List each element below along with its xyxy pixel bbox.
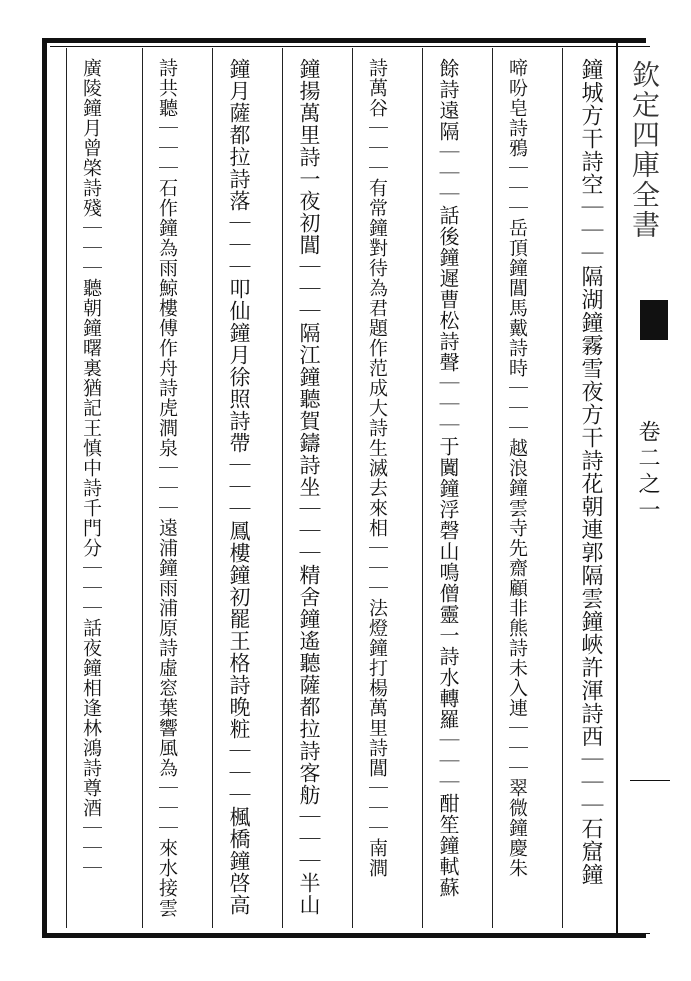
column-text: 詩共聽｜｜｜石作鐘為雨鯨樓傅作舟詩虎澗泉｜｜｜遠浦鐘雨浦原詩虛窓葉響風為｜｜｜來水接雲 [156, 58, 178, 918]
column-text: 廣陵鐘月曾棨詩殘｜｜｜聽朝鐘曙裏猶記王慎中詩千門分｜｜｜話夜鐘相逢林鴻詩尊酒｜｜｜ [80, 58, 102, 878]
text-column-5 [282, 48, 353, 928]
fore-edge-rule [630, 780, 670, 781]
column-text: 啼吩皂詩鴉｜｜｜岳頂鐘閶馬戴詩時｜｜｜越浪鐘雲寺先齋顧非熊詩未入連｜｜｜翠微鐘慶朱 [506, 58, 528, 878]
column-text: 鐘揚萬里詩一夜初閶｜｜｜隔江鐘聽賀鑄詩坐｜｜｜精舍鐘遙聽薩都拉詩客舫｜｜｜半山 [297, 58, 321, 916]
column-text: 鐘城方干詩空｜｜｜隔湖鐘霧雪夜方干詩花朝連郭隔雲鐘峽許渾詩西｜｜｜石窟鐘 [578, 58, 603, 886]
volume-label: 卷二之一 [635, 420, 660, 524]
text-column-7 [142, 48, 213, 928]
column-text: 詩萬谷｜｜｜有常鐘對待為君題作范成大詩生滅去來相｜｜｜法燈鐘打楊萬里詩閶｜｜｜南澗 [366, 58, 388, 878]
text-column-2 [492, 48, 563, 928]
text-column-3 [422, 48, 493, 928]
column-text: 餘詩遠隔｜｜｜話後鐘遲曹松詩聲｜｜｜于闐鐘浮磬山鳴僧靈一詩水轉羅｜｜｜酣笙鐘軾蘇 [436, 58, 460, 898]
fishtail-mark [640, 300, 668, 340]
book-title: 欽定四庫全書 [628, 60, 661, 240]
text-column-6 [212, 48, 283, 928]
text-column-1 [562, 48, 617, 928]
text-column-8 [66, 48, 143, 928]
text-column-4 [352, 48, 423, 928]
column-text: 鐘月薩都拉詩落｜｜｜叩仙鐘月徐照詩帶｜｜｜鳳樓鐘初罷王格詩晚粧｜｜｜楓橋鐘啓高 [227, 58, 251, 916]
